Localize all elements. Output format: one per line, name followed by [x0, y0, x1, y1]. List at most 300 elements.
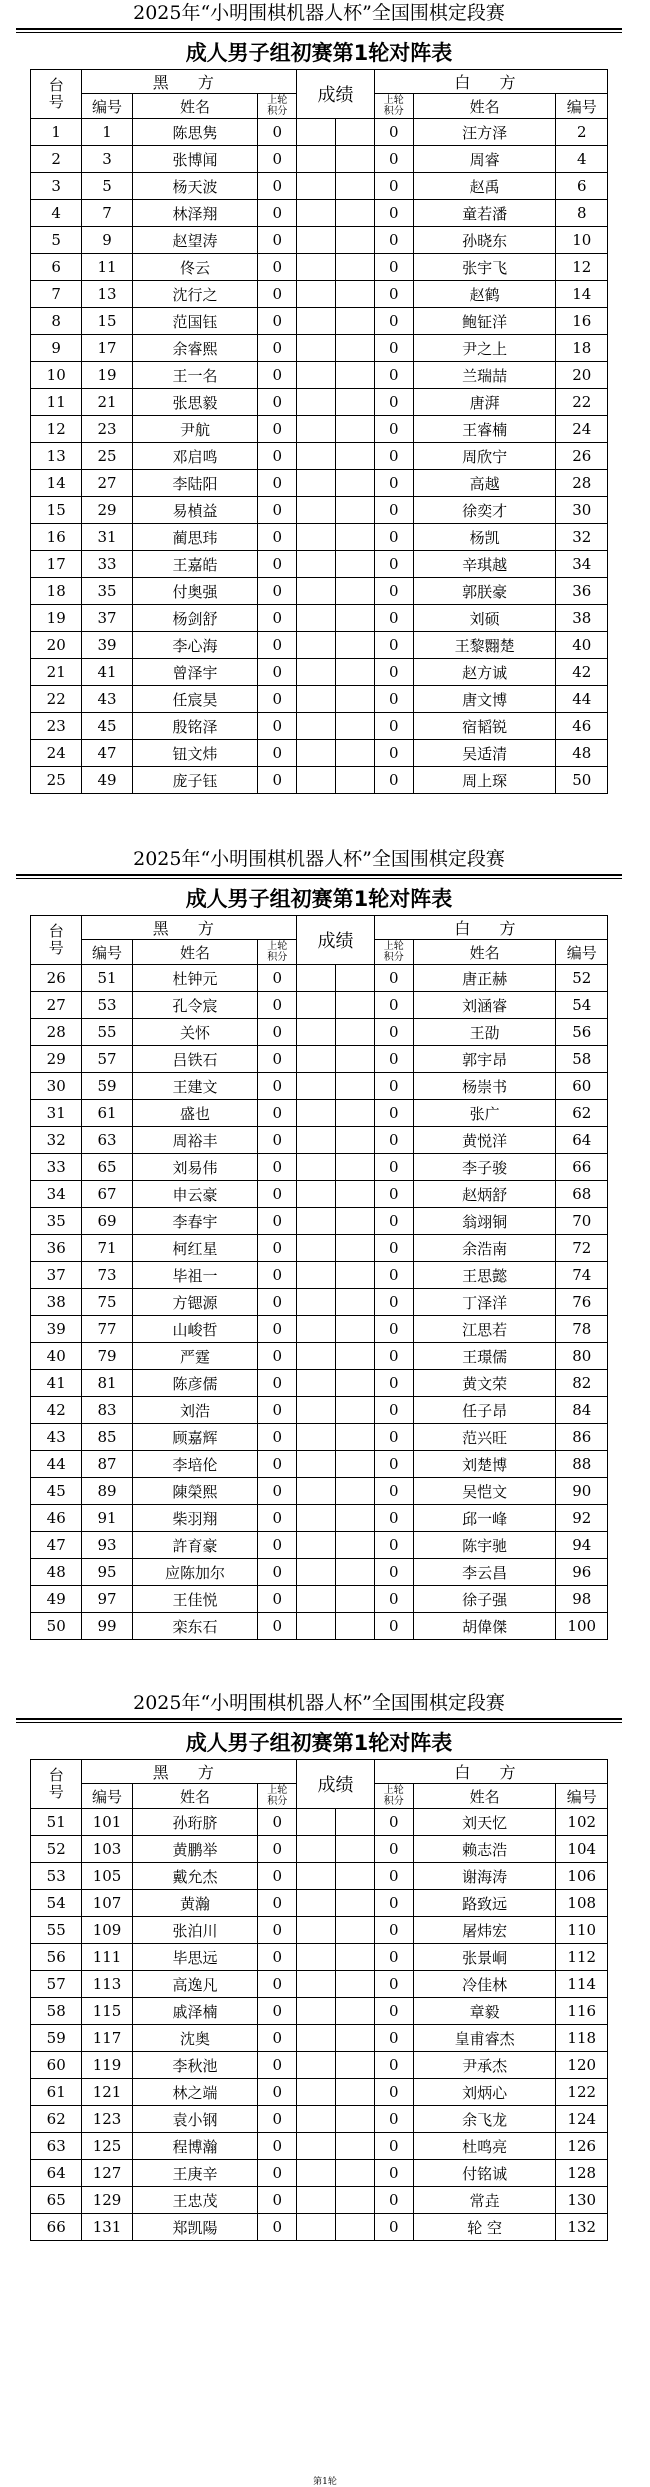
black-player-name: 王忠茂 [132, 2187, 258, 2214]
black-player-name: 邓启鸣 [132, 443, 258, 470]
white-result-cell[interactable] [336, 740, 375, 767]
black-result-cell[interactable] [297, 713, 336, 740]
white-player-name: 周欣宁 [413, 443, 556, 470]
white-result-cell[interactable] [336, 1127, 375, 1154]
table-number: 60 [31, 2052, 82, 2079]
white-prev-score: 0 [374, 2214, 413, 2241]
black-result-cell[interactable] [297, 1127, 336, 1154]
white-name-header: 姓名 [413, 1784, 556, 1809]
black-result-cell[interactable] [297, 2214, 336, 2241]
black-seq: 71 [82, 1235, 132, 1262]
black-result-cell[interactable] [297, 227, 336, 254]
white-result-cell[interactable] [336, 1073, 375, 1100]
black-seq: 89 [82, 1478, 132, 1505]
white-result-cell[interactable] [336, 1944, 375, 1971]
white-prev-score: 0 [374, 767, 413, 794]
round-title: 成人男子组初赛第1轮对阵表 [185, 41, 453, 65]
white-seq: 108 [556, 1890, 608, 1917]
black-player-name: 关怀 [132, 1019, 258, 1046]
table-number: 2 [31, 146, 82, 173]
black-seq: 39 [82, 632, 132, 659]
table-row [31, 2133, 608, 2160]
white-result-cell[interactable] [336, 1100, 375, 1127]
table-row [31, 965, 608, 992]
black-result-cell[interactable] [297, 1181, 336, 1208]
black-seq: 75 [82, 1289, 132, 1316]
black-prev-score: 0 [258, 362, 297, 389]
black-seq: 15 [82, 308, 132, 335]
black-result-cell[interactable] [297, 686, 336, 713]
black-result-cell[interactable] [297, 308, 336, 335]
black-result-cell[interactable] [297, 146, 336, 173]
black-result-cell[interactable] [297, 1559, 336, 1586]
white-player-name: 吴适清 [413, 740, 556, 767]
black-result-cell[interactable] [297, 1424, 336, 1451]
black-result-cell[interactable] [297, 1046, 336, 1073]
black-result-cell[interactable] [297, 992, 336, 1019]
black-prev-score: 0 [258, 2025, 297, 2052]
black-result-cell[interactable] [297, 443, 336, 470]
table-number: 33 [31, 1154, 82, 1181]
black-prev-score: 0 [258, 713, 297, 740]
white-result-cell[interactable] [336, 335, 375, 362]
black-player-name: 陳榮熙 [132, 1478, 258, 1505]
black-result-cell[interactable] [297, 659, 336, 686]
black-result-cell[interactable] [297, 470, 336, 497]
black-seq: 19 [82, 362, 132, 389]
white-result-cell[interactable] [336, 1154, 375, 1181]
table-no-header: 台号 [31, 70, 82, 119]
table-row [31, 1505, 608, 1532]
white-result-cell[interactable] [336, 713, 375, 740]
black-player-name: 柯红星 [132, 1235, 258, 1262]
black-result-cell[interactable] [297, 1613, 336, 1640]
black-player-name: 戴允杰 [132, 1863, 258, 1890]
white-seq: 88 [556, 1451, 608, 1478]
table-row [31, 740, 608, 767]
black-result-cell[interactable] [297, 1154, 336, 1181]
white-result-cell[interactable] [336, 1208, 375, 1235]
table-number: 48 [31, 1559, 82, 1586]
black-result-cell[interactable] [297, 767, 336, 794]
white-result-cell[interactable] [336, 1505, 375, 1532]
black-result-cell[interactable] [297, 2106, 336, 2133]
white-result-cell[interactable] [336, 1971, 375, 1998]
white-result-cell[interactable] [336, 443, 375, 470]
page-footer: 第1轮 [313, 2477, 337, 2487]
black-player-name: 王庚辛 [132, 2160, 258, 2187]
white-result-cell[interactable] [336, 1424, 375, 1451]
black-seq: 41 [82, 659, 132, 686]
white-prev-score: 0 [374, 551, 413, 578]
white-result-cell[interactable] [336, 659, 375, 686]
table-number: 56 [31, 1944, 82, 1971]
white-result-cell[interactable] [336, 389, 375, 416]
table-number: 15 [31, 497, 82, 524]
white-result-cell[interactable] [336, 1998, 375, 2025]
white-seq: 54 [556, 992, 608, 1019]
white-prev-score: 0 [374, 578, 413, 605]
table-row [31, 254, 608, 281]
white-result-cell[interactable] [336, 2160, 375, 2187]
white-result-cell[interactable] [336, 551, 375, 578]
white-result-cell[interactable] [336, 2187, 375, 2214]
white-prev-score: 0 [374, 713, 413, 740]
black-seq: 47 [82, 740, 132, 767]
table-number: 16 [31, 524, 82, 551]
black-result-cell[interactable] [297, 2025, 336, 2052]
black-result-cell[interactable] [297, 1073, 336, 1100]
white-result-cell[interactable] [336, 1046, 375, 1073]
black-result-cell[interactable] [297, 1863, 336, 1890]
black-result-cell[interactable] [297, 1971, 336, 1998]
white-result-cell[interactable] [336, 1863, 375, 1890]
white-result-cell[interactable] [336, 308, 375, 335]
black-result-cell[interactable] [297, 632, 336, 659]
black-prev-score: 0 [258, 632, 297, 659]
table-number: 27 [31, 992, 82, 1019]
black-result-cell[interactable] [297, 605, 336, 632]
white-player-name: 范兴旺 [413, 1424, 556, 1451]
table-number: 59 [31, 2025, 82, 2052]
table-number: 17 [31, 551, 82, 578]
white-result-cell[interactable] [336, 1316, 375, 1343]
black-player-name: 蔺思玮 [132, 524, 258, 551]
white-result-cell[interactable] [336, 965, 375, 992]
white-result-cell[interactable] [336, 2214, 375, 2241]
black-prev-score: 0 [258, 740, 297, 767]
white-result-cell[interactable] [336, 1559, 375, 1586]
black-result-cell[interactable] [297, 2052, 336, 2079]
black-player-name: 余睿熙 [132, 335, 258, 362]
black-seq: 123 [82, 2106, 132, 2133]
white-result-cell[interactable] [336, 2106, 375, 2133]
black-result-cell[interactable] [297, 200, 336, 227]
white-player-name: 章毅 [413, 1998, 556, 2025]
white-result-cell[interactable] [336, 1343, 375, 1370]
black-result-cell[interactable] [297, 1586, 336, 1613]
white-result-cell[interactable] [336, 992, 375, 1019]
black-result-cell[interactable] [297, 2160, 336, 2187]
black-result-cell[interactable] [297, 119, 336, 146]
black-result-cell[interactable] [297, 389, 336, 416]
black-result-cell[interactable] [297, 2187, 336, 2214]
white-result-cell[interactable] [336, 1613, 375, 1640]
white-seq: 74 [556, 1262, 608, 1289]
white-player-name: 兰瑞喆 [413, 362, 556, 389]
black-result-cell[interactable] [297, 416, 336, 443]
white-result-cell[interactable] [336, 1809, 375, 1836]
white-seq: 62 [556, 1100, 608, 1127]
table-row [31, 2079, 608, 2106]
table-no-header: 台号 [31, 916, 82, 965]
white-seq: 132 [556, 2214, 608, 2241]
white-seq: 72 [556, 1235, 608, 1262]
table-row [31, 200, 608, 227]
black-player-name: 黄鹏举 [132, 1836, 258, 1863]
black-prev-score: 0 [258, 686, 297, 713]
table-number: 46 [31, 1505, 82, 1532]
white-result-cell[interactable] [336, 2025, 375, 2052]
white-result-cell[interactable] [336, 2079, 375, 2106]
white-result-cell[interactable] [336, 2133, 375, 2160]
black-player-name: 戚泽楠 [132, 1998, 258, 2025]
table-number: 18 [31, 578, 82, 605]
white-player-name: 王璟儒 [413, 1343, 556, 1370]
black-player-name: 沈行之 [132, 281, 258, 308]
table-row [31, 497, 608, 524]
black-result-cell[interactable] [297, 1019, 336, 1046]
white-prev-score: 0 [374, 2133, 413, 2160]
white-player-name: 赖志浩 [413, 1836, 556, 1863]
black-result-cell[interactable] [297, 335, 336, 362]
black-result-cell[interactable] [297, 1532, 336, 1559]
black-player-name: 王一名 [132, 362, 258, 389]
white-result-cell[interactable] [336, 497, 375, 524]
black-seq: 49 [82, 767, 132, 794]
white-result-cell[interactable] [336, 524, 375, 551]
black-result-cell[interactable] [297, 1809, 336, 1836]
black-seq: 61 [82, 1100, 132, 1127]
black-player-name: 李春宇 [132, 1208, 258, 1235]
white-result-cell[interactable] [336, 416, 375, 443]
black-result-cell[interactable] [297, 1235, 336, 1262]
black-prev-score: 0 [258, 281, 297, 308]
white-player-name: 余浩南 [413, 1235, 556, 1262]
table-number: 43 [31, 1424, 82, 1451]
table-row [31, 524, 608, 551]
table-number: 25 [31, 767, 82, 794]
white-result-cell[interactable] [336, 470, 375, 497]
black-player-name: 张思毅 [132, 389, 258, 416]
black-seq: 73 [82, 1262, 132, 1289]
black-result-cell[interactable] [297, 1890, 336, 1917]
black-prev-score: 0 [258, 1181, 297, 1208]
white-result-cell[interactable] [336, 1181, 375, 1208]
black-seq: 105 [82, 1863, 132, 1890]
white-prev-score: 0 [374, 1046, 413, 1073]
black-result-cell[interactable] [297, 1370, 336, 1397]
pairing-table [30, 69, 608, 794]
table-row [31, 227, 608, 254]
black-player-name: 方锶源 [132, 1289, 258, 1316]
white-result-cell[interactable] [336, 1289, 375, 1316]
black-result-cell[interactable] [297, 1917, 336, 1944]
black-result-cell[interactable] [297, 173, 336, 200]
black-prev-score: 0 [258, 1836, 297, 1863]
white-player-name: 皇甫睿杰 [413, 2025, 556, 2052]
black-result-cell[interactable] [297, 1998, 336, 2025]
black-result-cell[interactable] [297, 551, 336, 578]
black-result-cell[interactable] [297, 1100, 336, 1127]
white-result-cell[interactable] [336, 1370, 375, 1397]
white-result-cell[interactable] [336, 281, 375, 308]
black-prev-score: 0 [258, 1532, 297, 1559]
table-row [31, 1370, 608, 1397]
white-prev-score: 0 [374, 443, 413, 470]
white-result-cell[interactable] [336, 1235, 375, 1262]
table-number: 8 [31, 308, 82, 335]
white-seq: 50 [556, 767, 608, 794]
white-seq-header: 编号 [556, 1784, 608, 1809]
black-prev-score: 0 [258, 1370, 297, 1397]
black-prev-score: 0 [258, 2133, 297, 2160]
table-row [31, 551, 608, 578]
white-seq: 76 [556, 1289, 608, 1316]
black-player-name: 陈思隽 [132, 119, 258, 146]
table-number: 14 [31, 470, 82, 497]
black-result-cell[interactable] [297, 578, 336, 605]
white-result-cell[interactable] [336, 119, 375, 146]
white-prev-score: 0 [374, 1343, 413, 1370]
white-result-cell[interactable] [336, 362, 375, 389]
table-number: 34 [31, 1181, 82, 1208]
table-number: 28 [31, 1019, 82, 1046]
black-player-name: 杜钟元 [132, 965, 258, 992]
black-result-cell[interactable] [297, 281, 336, 308]
white-result-cell[interactable] [336, 227, 375, 254]
black-result-cell[interactable] [297, 1397, 336, 1424]
white-result-cell[interactable] [336, 632, 375, 659]
table-row [31, 2160, 608, 2187]
white-prev-score: 0 [374, 146, 413, 173]
white-result-cell[interactable] [336, 1836, 375, 1863]
white-result-cell[interactable] [336, 1586, 375, 1613]
white-prev-score: 0 [374, 335, 413, 362]
white-prev-score: 0 [374, 659, 413, 686]
table-row [31, 119, 608, 146]
black-result-cell[interactable] [297, 1478, 336, 1505]
table-row [31, 1971, 608, 1998]
black-result-cell[interactable] [297, 1451, 336, 1478]
white-result-cell[interactable] [336, 200, 375, 227]
table-number: 19 [31, 605, 82, 632]
black-player-name: 山峻哲 [132, 1316, 258, 1343]
white-result-cell[interactable] [336, 1890, 375, 1917]
black-result-cell[interactable] [297, 1505, 336, 1532]
black-player-name: 李秋池 [132, 2052, 258, 2079]
white-prev-score: 0 [374, 1505, 413, 1532]
table-row [31, 2214, 608, 2241]
white-result-cell[interactable] [336, 578, 375, 605]
white-player-name: 周上琛 [413, 767, 556, 794]
black-result-cell[interactable] [297, 497, 336, 524]
white-result-cell[interactable] [336, 1019, 375, 1046]
black-result-cell[interactable] [297, 1316, 336, 1343]
black-result-cell[interactable] [297, 1343, 336, 1370]
table-number: 38 [31, 1289, 82, 1316]
white-seq: 128 [556, 2160, 608, 2187]
table-row [31, 632, 608, 659]
white-seq: 120 [556, 2052, 608, 2079]
black-prev-score: 0 [258, 1944, 297, 1971]
table-number: 57 [31, 1971, 82, 1998]
black-seq-header: 编号 [82, 1784, 132, 1809]
white-seq: 20 [556, 362, 608, 389]
black-player-name: 王嘉皓 [132, 551, 258, 578]
black-result-cell[interactable] [297, 1836, 336, 1863]
table-number: 58 [31, 1998, 82, 2025]
black-result-cell[interactable] [297, 1289, 336, 1316]
white-prev-score: 0 [374, 2052, 413, 2079]
white-seq: 126 [556, 2133, 608, 2160]
table-number: 39 [31, 1316, 82, 1343]
white-result-cell[interactable] [336, 146, 375, 173]
table-row [31, 1100, 608, 1127]
table-number: 35 [31, 1208, 82, 1235]
white-prev-score: 0 [374, 1316, 413, 1343]
white-result-cell[interactable] [336, 1262, 375, 1289]
table-row [31, 1559, 608, 1586]
white-result-cell[interactable] [336, 1917, 375, 1944]
black-result-cell[interactable] [297, 2133, 336, 2160]
white-result-cell[interactable] [336, 1532, 375, 1559]
white-result-cell[interactable] [336, 1397, 375, 1424]
white-result-cell[interactable] [336, 605, 375, 632]
black-result-cell[interactable] [297, 1262, 336, 1289]
white-result-cell[interactable] [336, 686, 375, 713]
white-result-cell[interactable] [336, 767, 375, 794]
white-prev-score: 0 [374, 1100, 413, 1127]
black-result-cell[interactable] [297, 362, 336, 389]
white-seq: 68 [556, 1181, 608, 1208]
black-result-cell[interactable] [297, 2079, 336, 2106]
table-number: 36 [31, 1235, 82, 1262]
white-prev-score: 0 [374, 992, 413, 1019]
white-player-name: 张宇飞 [413, 254, 556, 281]
white-prev-score: 0 [374, 1154, 413, 1181]
white-seq: 92 [556, 1505, 608, 1532]
black-player-name: 易楨益 [132, 497, 258, 524]
white-result-cell[interactable] [336, 254, 375, 281]
white-player-name: 周睿 [413, 146, 556, 173]
black-result-cell[interactable] [297, 254, 336, 281]
black-result-cell[interactable] [297, 965, 336, 992]
white-seq: 8 [556, 200, 608, 227]
black-prev-score: 0 [258, 1235, 297, 1262]
black-player-name: 曾泽宇 [132, 659, 258, 686]
white-result-cell[interactable] [336, 2052, 375, 2079]
white-seq: 90 [556, 1478, 608, 1505]
white-seq: 118 [556, 2025, 608, 2052]
white-result-cell[interactable] [336, 173, 375, 200]
white-result-cell[interactable] [336, 1451, 375, 1478]
table-row [31, 1262, 608, 1289]
black-prev-score: 0 [258, 605, 297, 632]
table-number: 21 [31, 659, 82, 686]
black-result-cell[interactable] [297, 524, 336, 551]
white-result-cell[interactable] [336, 1478, 375, 1505]
black-result-cell[interactable] [297, 1208, 336, 1235]
black-result-cell[interactable] [297, 740, 336, 767]
table-number: 42 [31, 1397, 82, 1424]
black-name-header: 姓名 [132, 1784, 258, 1809]
black-prev-score: 0 [258, 1971, 297, 1998]
white-player-name: 徐奕才 [413, 497, 556, 524]
black-seq: 45 [82, 713, 132, 740]
black-result-cell[interactable] [297, 1944, 336, 1971]
white-seq: 110 [556, 1917, 608, 1944]
white-player-name: 唐湃 [413, 389, 556, 416]
table-row [31, 1863, 608, 1890]
white-seq: 16 [556, 308, 608, 335]
white-seq: 78 [556, 1316, 608, 1343]
table-number: 13 [31, 443, 82, 470]
white-seq-header: 编号 [556, 94, 608, 119]
black-player-name: 殷铭泽 [132, 713, 258, 740]
white-player-name: 谢海涛 [413, 1863, 556, 1890]
black-seq-header: 编号 [82, 94, 132, 119]
